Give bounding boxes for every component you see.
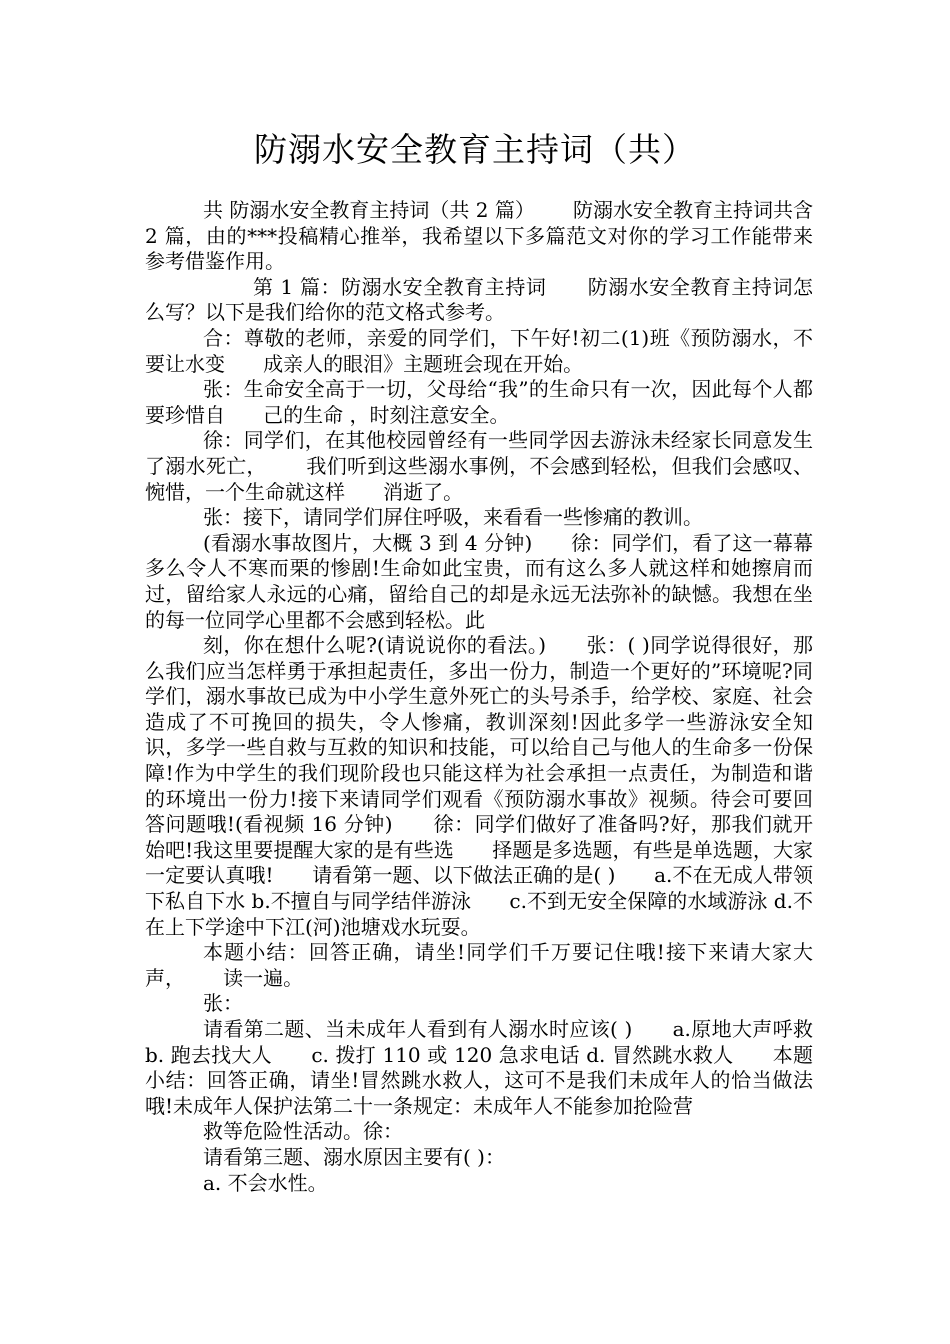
paragraph: a. 不会水性。 — [203, 1170, 328, 1195]
paragraph: 张：接下，请同学们屏住呼吸，来看看一些惨痛的教训。 — [203, 505, 703, 530]
paragraph: (看溺水事故图片，大概 3 到 4 分钟) 徐：同学们，看了这一幕幕多么令人不寒而栗的惨剧!生命如此宝贵，而有这么多人就这样和她擦肩而过，留给家人永远的心痛，留给自己的却是永远无法弥补的缺憾。我想在坐的每一位同学心里都不会感到轻松。此 — [145, 530, 813, 632]
document-body — [145, 198, 820, 1196]
paragraph: 张：生命安全高于一切，父母给“我”的生命只有一次，因此每个人都要珍惜自 己的生命 ，时刻注意安全。 — [145, 377, 813, 427]
paragraph: 请看第二题、当未成年人看到有人溺水时应该( ) a.原地大声呼救 b. 跑去找大人 c. 拨打 110 或 120 急求电话 d. 冒然跳水救人 本题小结：回答正确，请坐!冒然跳水救人，这可不是我们未成年人的恰当做法哦!未成年人保护法第二十一条规定：未成年人不能参加抢险营 — [145, 1017, 820, 1118]
paragraph: 本题小结：回答正确，请坐!同学们千万要记住哦!接下来请大家大声， 读一遍。 — [145, 940, 813, 990]
paragraph: 刻，你在想什么呢?(请说说你的看法。) 张：( )同学说得很好，那么我们应当怎样勇于承担起责任，多出一份力，制造一个更好的”环境呢?同学们，溺水事故已成为中小学生意外死亡的头号杀手，给学校、家庭、社会造成了不可挽回的损失，令人惨痛，教训深刻!因此多学一些游泳安全知识，多学一些自救与互救的知识和技能，可以给自己与他人的生命多一份保障!作为中学生的我们现阶段也只能这样为社会承担一点责任，为制造和谐的环境出一份力!接下来请同学们观看《预防溺水事故》视频。待会可要回答问题哦!(看视频 16 分钟) 徐：同学们做好了准备吗?好，那我们就开始吧!我这里要提醒大家的是有些选 择题是多选题，有些是单选题，大家一定要认真哦! 请看第一题、以下做法正确的是( ) a.不在无成人带领下私自下水 b.不擅自与同学结伴游泳 c.不到无安全保障的水域游泳 d.不在上下学途中下江(河)池塘戏水玩耍。 — [145, 633, 813, 939]
paragraph: 合：尊敬的老师，亲爱的同学们，下午好!初二(1)班《预防溺水，不要让水变 成亲人的眼泪》主题班会现在开始。 — [145, 325, 813, 376]
paragraph: 请看第三题、溺水原因主要有( )： — [203, 1144, 505, 1169]
paragraph: 张： — [203, 991, 243, 1016]
paragraph: 第 1 篇：防溺水安全教育主持词 防溺水安全教育主持词怎么写？以下是我们给你的范文格式参考。 — [145, 274, 813, 325]
paragraph: 共 防溺水安全教育主持词（共 2 篇） 防溺水安全教育主持词共含 2 篇，由的***投稿精心推举，我希望以下多篇范文对你的学习工作能带来参考借鉴作用。 — [145, 198, 820, 274]
paragraph: 徐：同学们，在其他校园曾经有一些同学因去游泳未经家长同意发生了溺水死亡， 我们听到这些溺水事例，不会感到轻松，但我们会感叹、惋惜，一个生命就这样 消逝了。 — [145, 428, 813, 504]
paragraph: 救等危险性活动。徐： — [203, 1119, 403, 1144]
document-title: 防溺水安全教育主持词（共） — [254, 130, 696, 169]
